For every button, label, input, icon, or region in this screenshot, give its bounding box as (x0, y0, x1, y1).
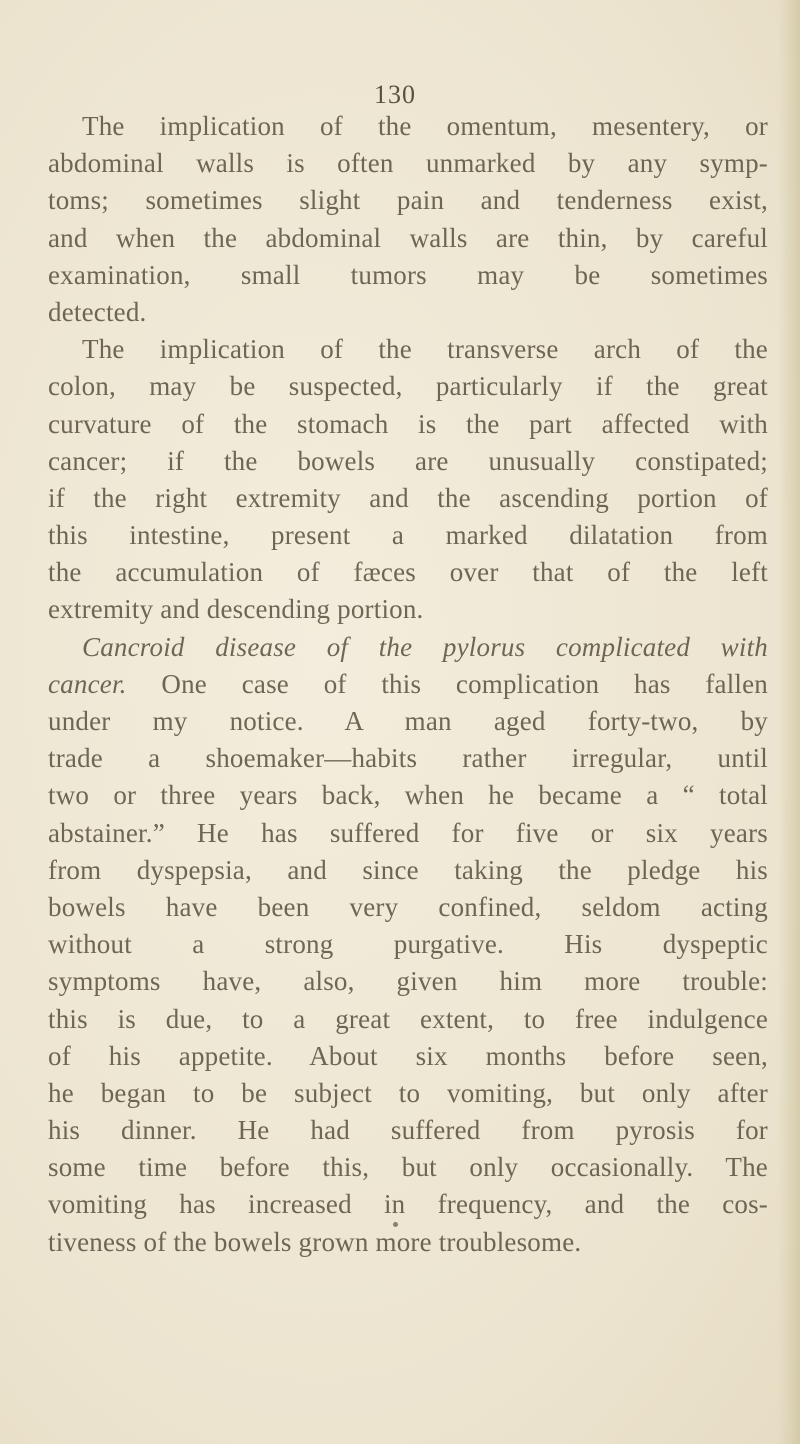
section-heading: Cancroid disease of the pylorus complicated with (82, 631, 768, 662)
text-line: and when the abdominal walls are thin, by careful (48, 222, 768, 253)
text-line: this is due, to a great extent, to free indulgence (48, 1003, 768, 1034)
ink-mark (393, 1222, 398, 1227)
text-line (48, 666, 768, 703)
text-line: this intestine, present a marked dilatation from (48, 520, 768, 551)
text-line: under my notice. A man aged forty-two, by (48, 706, 768, 736)
text-line: symptoms have, also, given him more trouble: (48, 966, 768, 997)
text-line: the accumulation of fæces over that of the left (48, 557, 768, 588)
text-line: from dyspepsia, and since taking the pledge his (48, 854, 768, 885)
text-line: curvature of the stomach is the part affected with (48, 408, 768, 439)
body-text (48, 108, 768, 1261)
text-line: without a strong purgative. His dyspeptic (48, 929, 768, 960)
text-line: toms; sometimes slight pain and tenderness exist, (48, 185, 768, 216)
text-line: colon, may be suspected, particularly if the great (48, 371, 768, 402)
text-line: some time before this, but only occasionally. The (48, 1152, 768, 1183)
text-line: detected. (48, 296, 147, 327)
text-line-rest: One case of this complication has fallen (126, 668, 768, 699)
text-line: extremity and descending portion. (48, 594, 424, 625)
page-edge (778, 0, 800, 1444)
text-line: two or three years back, when he became a “ total (48, 780, 768, 811)
text-line: if the right extremity and the ascending portion of (48, 482, 768, 513)
text-line: The implication of the transverse arch of the (82, 334, 768, 365)
text-line: examination, small tumors may be sometimes (48, 259, 768, 290)
section-heading-cont: cancer. (48, 668, 127, 699)
text-line: trade a shoemaker—habits rather irregular, until (48, 743, 768, 774)
text-line: tiveness of the bowels grown more troublesome. (48, 1226, 582, 1257)
text-line: bowels have been very confined, seldom acting (48, 891, 768, 922)
text-line: he began to be subject to vomiting, but only after (48, 1077, 768, 1108)
text-line: cancer; if the bowels are unusually constipated; (48, 445, 768, 476)
page-number: 130 (374, 80, 416, 109)
text-line: his dinner. He had suffered from pyrosis for (48, 1115, 768, 1146)
text-line: vomiting has increased in frequency, and the cos- (48, 1189, 768, 1220)
text-line: abdominal walls is often unmarked by any symp- (48, 148, 768, 179)
text-line: The implication of the omentum, mesentery, or (82, 111, 768, 141)
text-line: of his appetite. About six months before seen, (48, 1040, 768, 1071)
text-line: abstainer.” He has suffered for five or six years (48, 817, 768, 848)
